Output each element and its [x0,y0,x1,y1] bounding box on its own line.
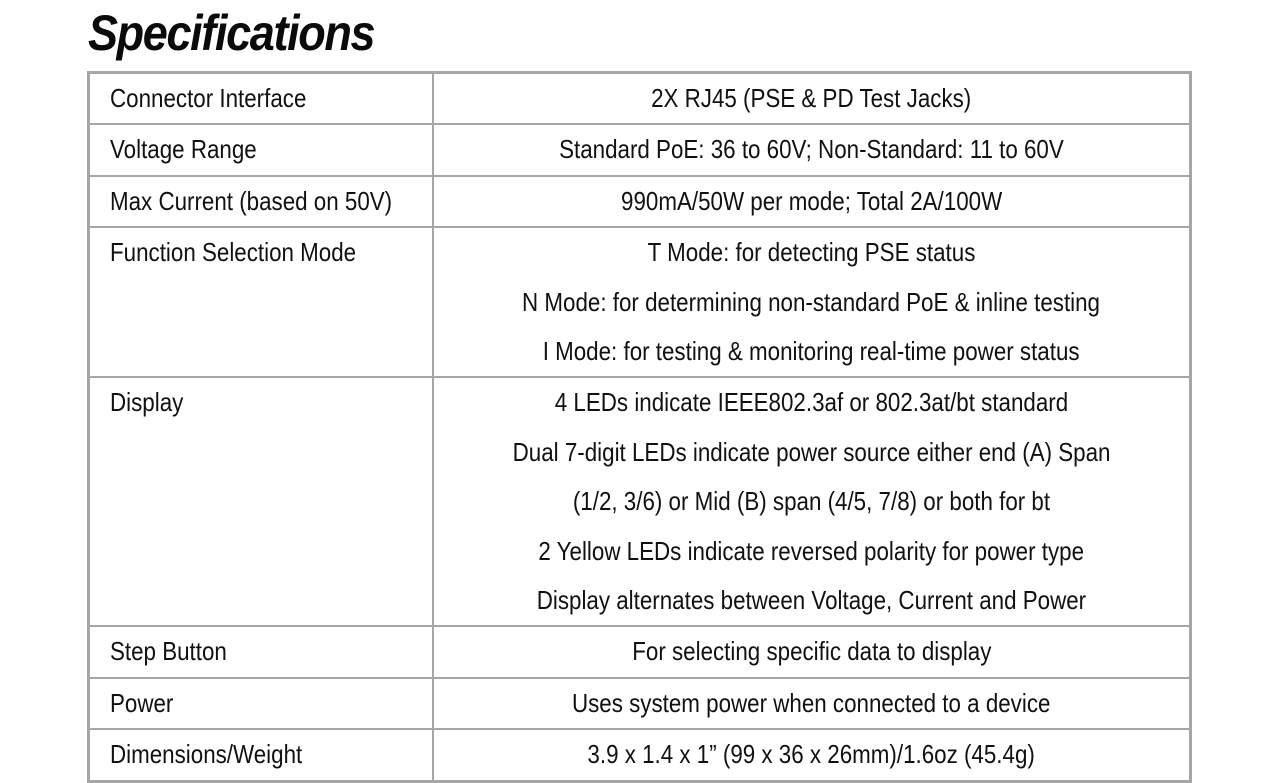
spec-value-cell [433,73,1191,125]
spec-value-line: Uses system power when connected to a device [572,687,1051,718]
spec-row-voltage-range [89,124,1191,175]
spec-label-cell [89,176,434,227]
spec-value-cell [433,729,1191,781]
spec-value-line: 3.9 x 1.4 x 1” (99 x 36 x 26mm)/1.6oz (45.4g) [587,739,1036,770]
spec-label: Function Selection Mode [110,237,357,268]
page-title: Specifications [88,5,375,61]
spec-label: Voltage Range [110,134,257,165]
spec-label-cell [89,729,434,781]
spec-label-cell [89,124,434,175]
specifications-table [87,71,1192,783]
spec-value-cell [433,377,1191,626]
spec-value-cell [433,626,1191,677]
spec-value-line: Dual 7-digit LEDs indicate power source either end (A) Span [512,436,1111,467]
spec-label: Max Current (based on 50V) [110,185,393,216]
spec-value-cell [433,678,1191,729]
spec-value-cell [433,176,1191,227]
spec-value-line: For selecting specific data to display [631,636,992,667]
spec-label-cell [89,626,434,677]
spec-label: Power [110,687,174,718]
spec-label: Dimensions/Weight [110,739,303,770]
spec-value-line: Standard PoE: 36 to 60V; Non-Standard: 11 to 60V [559,134,1064,165]
spec-label-cell [89,73,434,125]
spec-value-line: Display alternates between Voltage, Current and Power [536,584,1087,615]
spec-value-line: 990mA/50W per mode; Total 2A/100W [620,185,1003,216]
spec-value-cell [433,227,1191,377]
spec-label: Step Button [110,636,227,667]
spec-row-display [89,377,1191,626]
spec-value-line: N Mode: for determining non-standard PoE & inline testing [522,286,1101,317]
spec-row-power [89,678,1191,729]
spec-label: Connector Interface [110,83,307,113]
spec-value-line: T Mode: for detecting PSE status [647,237,976,268]
spec-row-step-button [89,626,1191,677]
spec-value-line: 4 LEDs indicate IEEE802.3af or 802.3at/bt standard [554,387,1069,418]
spec-value-line: I Mode: for testing & monitoring real-time power status [543,336,1080,366]
spec-value-line: 2 Yellow LEDs indicate reversed polarity for power type [538,535,1085,566]
spec-value-line: 2X RJ45 (PSE & PD Test Jacks) [651,83,972,113]
spec-row-function-selection-mode [89,227,1191,377]
spec-label-cell [89,377,434,626]
spec-value-cell [433,124,1191,175]
spec-value-line: (1/2, 3/6) or Mid (B) span (4/5, 7/8) or both for bt [572,486,1051,517]
spec-label-cell [89,227,434,377]
spec-label: Display [110,387,184,418]
spec-row-connector-interface [89,73,1191,125]
spec-label-cell [89,678,434,729]
spec-row-max-current [89,176,1191,227]
spec-row-dimensions-weight [89,729,1191,781]
